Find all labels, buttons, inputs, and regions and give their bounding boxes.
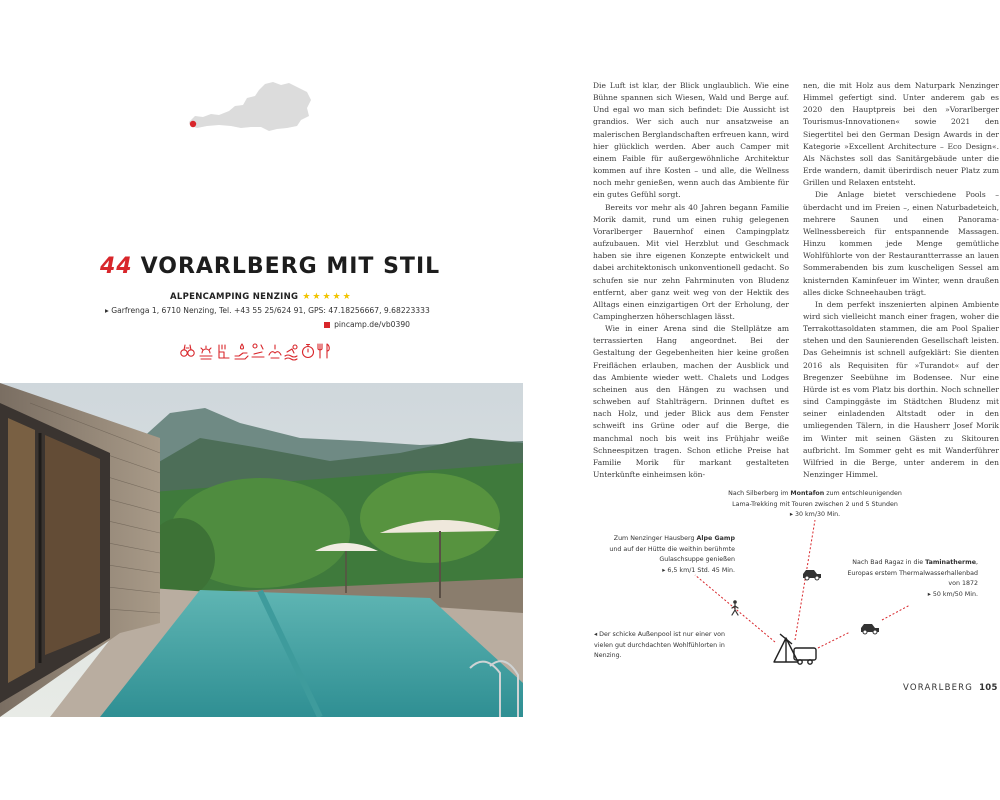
campsite-heading	[170, 292, 410, 302]
note-text: , Europas erstem Thermalwasserhallenbad von 1872	[847, 559, 978, 587]
website-link[interactable]	[200, 320, 410, 329]
car-icon	[803, 570, 821, 580]
paragraph: Wie in einer Arena sind die Stellplätze am terrassierten Hang angeordnet. Bei der Gestaltung der Gegebenheiten hier keine großen Freiflächen erlauben, machen der Ausblick und das Ambiente wieder wett. Chalets und Lodges scheinen aus den Hängen zu wachsen und schweben auf Stahlträgern. Drinnen duftet es nach Holz, und jeder Blick aus dem Fenster schweift ins Grüne oder auf die Berge, die manchmal noch bis weit ins Frühjahr weiße Schneespitzen tragen. Schon etliche Preise hat Familie Morik für markant gestalteten Unterkünfte einheimsen kön-	[593, 324, 789, 479]
hand-water-icon	[235, 344, 248, 359]
location-marker	[190, 121, 196, 127]
hiker-icon	[732, 600, 738, 615]
restaurant-icon	[318, 344, 329, 358]
pool-photo	[0, 383, 523, 717]
note-place: Montafon	[790, 490, 825, 497]
note-text: zum entschleunigenden Lama-Trekking mit Touren zwischen 2 und 5 Stunden	[732, 490, 902, 508]
page-title	[100, 254, 441, 284]
note-text: Zum Nenzinger Hausberg	[613, 535, 697, 542]
feature-icons	[180, 341, 330, 361]
excursion-diagram	[690, 520, 910, 670]
photo-caption: ◂ Der schicke Außenpool ist nur einer von vielen gut durchdachten Wohlfühlorten in Nenzing.	[594, 631, 726, 659]
campsite-address: ▸ Garfrenga 1, 6710 Nenzing, Tel. +43 55 25/624 91, GPS: 47.18256667, 9.68223333	[105, 306, 430, 315]
austria-map	[185, 76, 315, 136]
note-place: Taminatherme	[925, 559, 976, 566]
note-montafon	[725, 489, 905, 521]
title-text: VORARLBERG MIT STIL	[140, 254, 441, 279]
title-number: 44	[100, 254, 133, 279]
austria-shape	[189, 82, 311, 131]
website-url: pincamp.de/vb0390	[334, 320, 410, 329]
sunrise-icon	[200, 346, 212, 359]
star-rating: ★★★★★	[302, 292, 353, 302]
paragraph: nen, die mit Holz aus dem Naturpark Nenzinger Himmel gefertigt sind. Unter anderem gab es 2020 den Hauptpreis bei den »Vorarlberger Tourismus-Innovationen« sowie 2021 den Siegertitel bei den German Design Awards in der Kategorie »Excellent Architecture – Eco Design«. Als Nächstes soll das Sanitärgebäude unter die Erde wandern, damit überirdisch neuer Platz zum Grillen und Relaxen entsteht.	[803, 81, 999, 188]
paragraph: In dem perfekt inszenierten alpinen Ambiente wird sich vielleicht manch einer fragen, woher die Terrakottasoldaten stammen, die am Pool Spalier stehen und den Saunierenden Gesellschaft leisten. Das Geheimnis ist schnell aufgeklärt: Sie dienten 2016 als Requisiten für »Turandot« auf der Bregenzer Seebühne im Bodensee. Nur eine Hürde ist es vom Platz bis dorthin. Noch schneller sind Campinggäste im Städtchen Bludenz mit seiner einladenden Altstadt oder in den umliegenden Tälern, in die Hausherr Josef Morik im Winter mit seinen Gästen zu Skitouren aufbricht. Im Sommer geht es mit Wanderführer Wilfried in die Berge, unter anderem in den Nenzinger Himmel.	[803, 299, 999, 479]
sauna-icon	[219, 345, 229, 358]
route-line-tamina	[818, 632, 850, 648]
car-icon	[861, 624, 879, 634]
tree-cluster-2	[360, 473, 500, 563]
route-line-tamina-2	[882, 605, 910, 620]
note-text: und auf der Hütte die weithin berühmte Gulaschsuppe genießen	[609, 545, 735, 563]
paragraph: Die Luft ist klar, der Blick unglaublich. Wie eine Bühne spannen sich Wiesen, Wald und Berge auf. Und egal wo man sich befindet: Die Aussicht ist grandios. Wer sich auch nur ansatzweise an malerischen Berglandschaften erfreuen kann, wird hier glücklich werden. Aber auch Camper mit einem Faible für außergewöhnliche Architektur kommen auf ihre Kosten – und alle, die Wellness noch mehr genießen, wenn auch das Ambiente für ein gutes Gefühl sorgt.	[593, 81, 789, 200]
page-number: 105	[979, 683, 998, 693]
note-distance: ▸ 50 km/50 Min.	[927, 590, 978, 598]
text-column-2	[803, 80, 999, 481]
stopwatch-icon	[303, 345, 314, 358]
note-place: Alpe Gamp	[696, 535, 735, 542]
note-distance: ▸ 30 km/30 Min.	[789, 511, 841, 518]
note-distance: ▸ 6,5 km/1 Std. 45 Min.	[662, 566, 735, 574]
paragraph: Die Anlage bietet verschiedene Pools – überdacht und im Freien –, einen Naturbadeteich, mehrere Saunen und einen Panorama-Wellnessbereich für entspannende Massagen. Hinzu kommen jede Menge gemütliche Wohlfühlorte von der Restaurantterrasse an lauen Sommerabenden bis zum kuscheligen Sessel am knisternden Kaminfeuer im Winter, wenn draußen alles dicke Schneehauben trägt.	[803, 190, 999, 297]
note-text: Nach Silberberg im	[728, 490, 791, 497]
footer-region: VORARLBERG	[903, 683, 974, 693]
route-line-montafon	[795, 520, 815, 640]
paragraph: Bereits vor mehr als 40 Jahren begann Familie Morik damit, rund um einen ruhig gelegenen Vorarlberger Bauernhof einen Campingplatz aufzubauen. Mit viel Herzblut und Geschmack haben sie ihre eigenen Konzepte entwickelt und dabei architektonisch unkonventionell gedacht. So schufen sie nur zehn Fahrminuten von Bludenz entfernt, aber ganz weit weg von der Hektik des Alltags einen einzigartigen Ort der Erholung, der Campingherzen höherschlagen lässt.	[593, 202, 789, 321]
swim-icon	[285, 345, 297, 360]
binoculars-icon	[181, 345, 194, 356]
massage-icon	[252, 344, 264, 357]
bullet-square-icon	[324, 322, 330, 328]
note-text: Nach Bad Ragaz in die	[852, 559, 926, 566]
hands-icon	[269, 345, 281, 358]
campsite-name: ALPENCAMPING NENZING	[170, 292, 299, 302]
text-column-1	[593, 80, 789, 481]
page-footer	[903, 683, 997, 693]
